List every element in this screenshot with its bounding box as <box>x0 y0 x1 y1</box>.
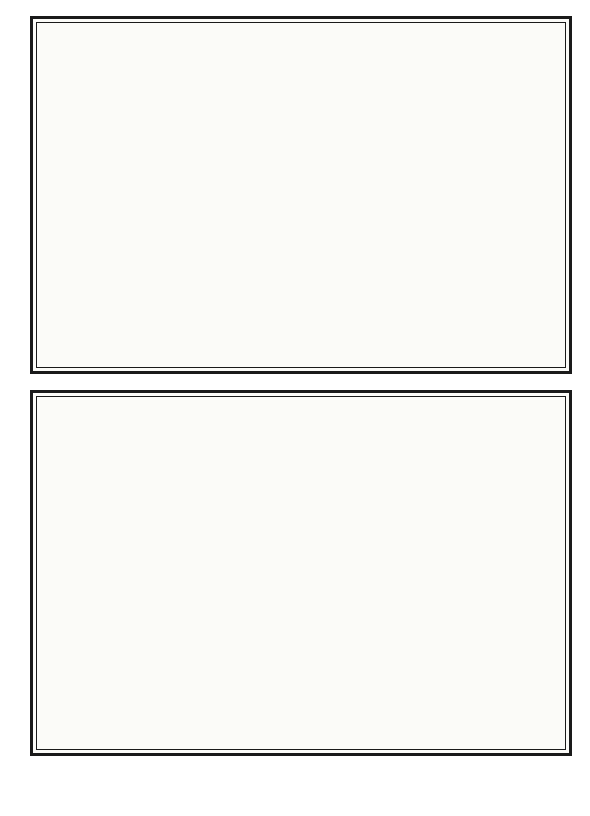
upper-text-block <box>30 16 572 374</box>
lower-text-block <box>30 390 572 756</box>
